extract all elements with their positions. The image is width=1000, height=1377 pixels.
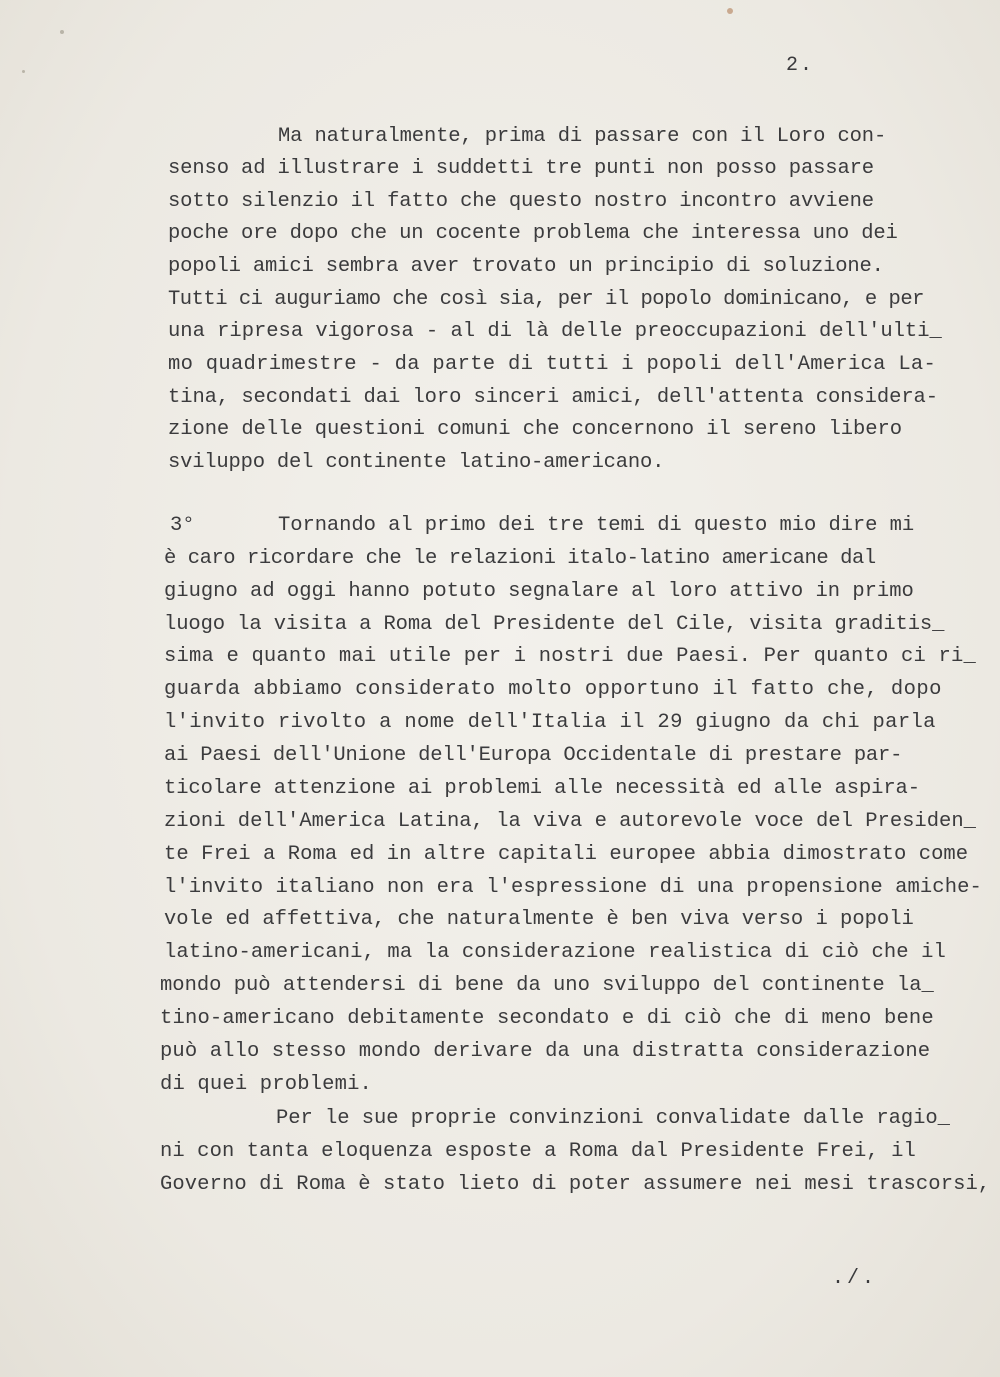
paper-speck bbox=[60, 30, 64, 34]
text-line: tina, secondati dai loro sinceri amici, dell'attenta considera- bbox=[168, 386, 938, 409]
text-line: Per le sue proprie convinzioni convalidate dalle ragio_ bbox=[276, 1107, 950, 1130]
text-line: Governo di Roma è stato lieto di poter assumere nei mesi trascorsi, bbox=[160, 1173, 991, 1196]
text-line: giugno ad oggi hanno potuto segnalare al loro attivo in primo bbox=[164, 580, 914, 603]
text-line: poche ore dopo che un cocente problema che interessa uno dei bbox=[168, 222, 898, 245]
paper-speck bbox=[22, 70, 25, 73]
text-line: l'invito rivolto a nome dell'Italia il 29 giugno da chi parla bbox=[164, 711, 936, 734]
section-marker: 3° bbox=[170, 514, 195, 537]
text-line: guarda abbiamo considerato molto opportuno il fatto che, dopo bbox=[164, 678, 942, 701]
text-line: tino-americano debitamente secondato e di ciò che di meno bene bbox=[160, 1007, 934, 1030]
text-line: senso ad illustrare i suddetti tre punti non posso passare bbox=[168, 157, 874, 180]
text-line: mo quadrimestre - da parte di tutti i popoli dell'America La- bbox=[168, 353, 937, 376]
text-line: ai Paesi dell'Unione dell'Europa Occidentale di prestare par- bbox=[164, 744, 903, 767]
text-line: sima e quanto mai utile per i nostri due Paesi. Per quanto ci ri_ bbox=[164, 645, 976, 668]
text-line: vole ed affettiva, che naturalmente è ben viva verso i popoli bbox=[164, 908, 914, 931]
text-line: ticolare attenzione ai problemi alle necessità ed alle aspira- bbox=[164, 777, 920, 800]
text-line: Ma naturalmente, prima di passare con il Loro con- bbox=[278, 125, 887, 148]
text-line: ni con tanta eloquenza esposte a Roma dal Presidente Frei, il bbox=[160, 1140, 916, 1163]
text-line: è caro ricordare che le relazioni italo-latino americane dal bbox=[164, 547, 876, 570]
text-line: zioni dell'America Latina, la viva e autorevole voce del Presiden_ bbox=[164, 810, 976, 833]
continuation-mark: ./. bbox=[832, 1267, 878, 1290]
text-line: zione delle questioni comuni che concernono il sereno libero bbox=[168, 418, 902, 441]
text-line: te Frei a Roma ed in altre capitali europee abbia dimostrato come bbox=[164, 843, 969, 866]
paper-speck bbox=[727, 8, 733, 14]
text-line: l'invito italiano non era l'espressione di una propensione amiche- bbox=[164, 876, 982, 899]
text-line: latino-americani, ma la considerazione realistica di ciò che il bbox=[164, 941, 946, 964]
text-line: luogo la visita a Roma del Presidente del Cile, visita graditis_ bbox=[164, 613, 945, 636]
text-line: Tornando al primo dei tre temi di questo mio dire mi bbox=[278, 514, 915, 537]
text-line: di quei problemi. bbox=[160, 1073, 373, 1096]
text-line: sviluppo del continente latino-americano. bbox=[168, 451, 665, 474]
text-line: popoli amici sembra aver trovato un principio di soluzione. bbox=[168, 255, 884, 278]
text-line: Tutti ci auguriamo che così sia, per il popolo dominicano, e per bbox=[168, 288, 924, 311]
text-line: una ripresa vigorosa - al di là delle preoccupazioni dell'ulti_ bbox=[168, 320, 942, 343]
text-line: può allo stesso mondo derivare da una distratta considerazione bbox=[160, 1040, 931, 1063]
page-number: 2. bbox=[786, 54, 815, 77]
text-line: mondo può attendersi di bene da uno sviluppo del continente la_ bbox=[160, 974, 934, 997]
text-line: sotto silenzio il fatto che questo nostro incontro avviene bbox=[168, 190, 874, 213]
